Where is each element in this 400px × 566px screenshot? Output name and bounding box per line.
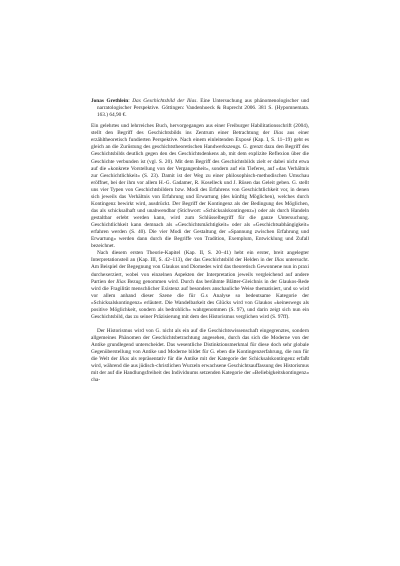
paragraph-1: Ein gelehrtes und lehrreiches Buch, hervorgegangen aus einer Freiburger Habilitationsschrift (2004), stellt den Begriff des Geschichtsbilds ins Zentrum einer Betrachtung der Ilias aus einer erzähltheoretisch fundierten Perspektive. Nach einem einleitenden Exposé (Kap. I, S. 11–19) geht es gleich an die Zurüstung des geschichtstheoretischen Handwerkszeugs. G. grenzt dazu den Begriff des Geschichtsbilds deutlich gegen den des Geschichtsdenkens ab, mit dem explizite Reflexion über die Geschichte verbunden ist (vgl. S. 20). Mit dem Begriff des Geschichtsbilds zielt er dabei nicht etwa auf die »konkrete Vorstellung von der Vergangenheit«, sondern auf ein Tieferes, auf »das Verhältnis zur Geschichtlichkeit« (S. 23). Damit ist der Weg zu einer philosophisch-methodischen Umschau eröffnet, bei der ihm vor allem H.-G. Gadamer, R. Koselleck und J. Rüsen das Geleit geben. G. stellt uns vier Typen von Geschichtsbildern bzw. Modi des Erfahrens von Geschichtlichkeit vor, in denen sich jeweils das Verhältnis von Erfahrung und Erwartung (des künftig Möglichen), welches durch Kontingenz bewirkt wird, ausdrückt. Der Begriff der Kontingenz als der Bedingung des Möglichen, das als schicksalhaft und unabwendbar (Stichwort: »Schicksalskontingenz«) oder als durch Handeln gestaltbar erlebt werden kann, wird zum Schlüsselbegriff für die ganze Untersuchung. Geschichtlichkeit kann demnach als »Geschichtsmächtigkeit« oder als »Geschichtsabhängigkeit« erfahren werden (S. 40). Die vier Modi der Gestaltung der »Spannung zwischen Erfahrung und Erwartung« werden dann durch die Begriffe von Tradition, Exemplum, Entwicklung und Zufall bezeichnet. <box>91 123 309 250</box>
book-title: Das Geschichtsbild der Ilias <box>132 98 197 104</box>
paragraph-3: Der Historismus wird von G. nicht als ein auf die Geschichtswissenschaft eingegrenztes, sondern allgemeines Phänomen der Geschichtsbetrachtung angesehen, durch das sich die Moderne von der Antike grundlegend unterscheidet. Das wesentliche Distinktionsmerkmal für diese doch sehr globale Gegenüberstellung von Antike und Moderne bildet für G. eben die Kontingenzerfahrung, die nun für die Welt der Ilias als repräsentativ für die Antike mit der Kategorie der Schicksalskontingenz erfaßt wird, während die aus jüdisch-christlichen Wurzeln erwachsene Geschichtsauffassung des Historismus mit der auf die Handlungsfreiheit des Individuums setzenden Kategorie der »Beliebigkeitskontingenz« cha- <box>91 327 309 384</box>
book-publication-details: . Eine Untersuchung aus phänomenologischer und narratologischer Perspektive. Göttingen: Vandenhoeck & Ruprecht 2006. 381 S. (Hypomnemata. 163.) 64,90 €. <box>97 98 310 119</box>
text-column <box>91 98 309 384</box>
title-separator: : <box>128 98 133 104</box>
review-author: Jonas Grethlein <box>91 98 129 104</box>
bibliographic-entry <box>91 98 309 119</box>
paragraph-2: Nach diesem ersten Theorie-Kapitel (Kap. II, S. 20–41) hebt ein erster, breit angelegter Interpretationsteil an (Kap. III, S. 42–113), der das Geschichtsbild der Helden in der Ilias untersucht. Am Beispiel der Begegnung von Glaukos und Diomedes wird das theoretisch Gewonnene nun in praxi durchexerziert, wobei von einzelnen Aspekten der Interpretation jeweils vergleichend auf andere Partien der Ilias Bezug genommen wird. Durch das berühmte Blätter-Gleichnis in der Glaukos-Rede wird die Fragilität menschlicher Existenz auf besonders anschauliche Weise thematisiert, und so wird vor allem anhand dieser Szene die für G.s Analyse so bedeutsame Kategorie der »Schicksalskontingenz« erläutert. Die Wandelbarkeit des Glücks wird von Glaukos »keineswegs als positive Möglichkeit, sondern als bedrohlich« wahrgenommen (S. 97), und darin zeigt sich nun ein Geschichtsbild, das zu seiner Präzisierung mit dem des Historismus verglichen wird (S. 97ff). <box>91 250 310 320</box>
review-heading <box>91 98 309 119</box>
